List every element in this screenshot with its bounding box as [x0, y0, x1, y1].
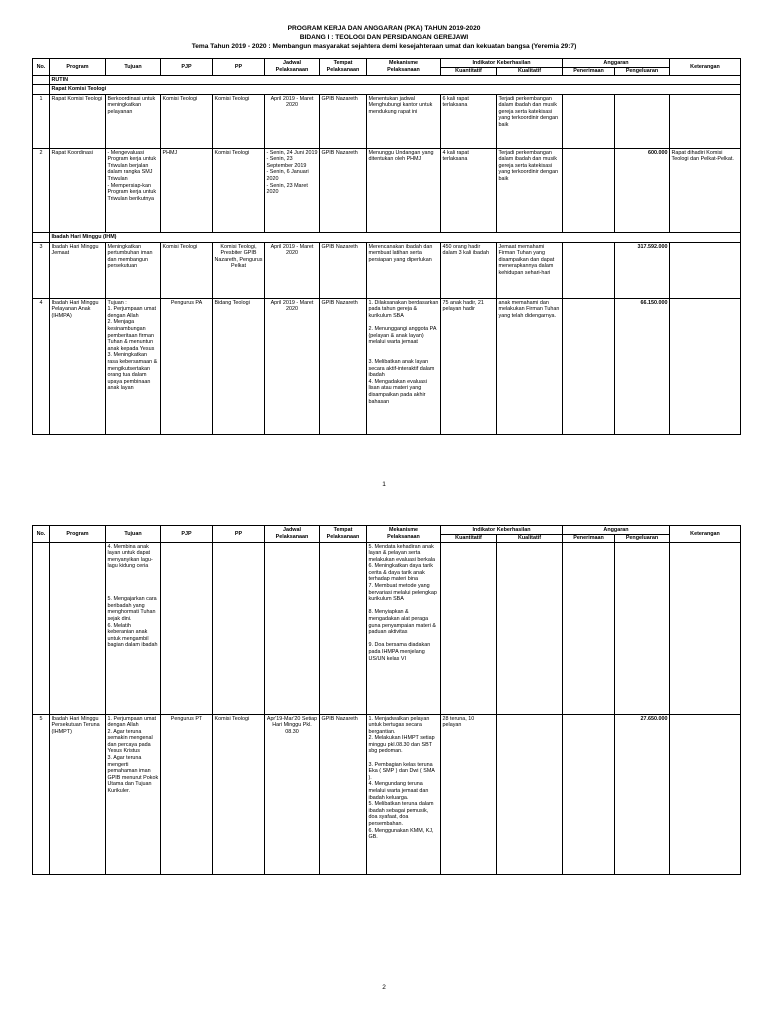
- col-jadwal: Jadwal Pelaksanaan: [265, 526, 320, 543]
- row-kuantitatif: 450 orang hadir dalam 3 kali ibadah: [441, 242, 497, 298]
- row-keterangan: [670, 242, 741, 298]
- row-kuantitatif: [441, 542, 497, 714]
- row-pjp: [161, 542, 213, 714]
- row-no: [33, 542, 50, 714]
- col-keterangan: Keterangan: [670, 59, 741, 76]
- row-pjp: PHMJ: [161, 148, 213, 232]
- row-kuantitatif: 28 teruna, 10 pelayan: [441, 714, 497, 874]
- row-program: Ibadah Hari Minggu Persekutuan Teruna (IHMPT): [50, 714, 106, 874]
- row-pjp: Pengurus PA: [161, 298, 213, 434]
- row-tujuan: Meningkatkan pertumbuhan iman dan membangun persekutuan: [106, 242, 161, 298]
- col-anggaran: Anggaran: [563, 526, 670, 535]
- row-mekanisme: 1. Menjadwalkan pelayan untuk bertugas secara bergantian. 2. Melakukan IHMPT setiap minggu pkl.08.30 dan SBT sbg pedoman. 3. Pembagian kelas teruna Eka ( SMP ) dan Dwi ( SMA ). 4. Mengundang teruna melalui warta jemaat dan ibadah keluarga. 5. Melibatkan teruna dalam ibadah sebagai pemusik, doa syafaat, doa persembahan. 6. Menggunakan KMM, KJ, GB.: [367, 714, 441, 874]
- col-kualitatif: Kualitatif: [497, 68, 563, 76]
- col-penerimaan: Penerimaan: [563, 535, 615, 543]
- col-kuantitatif: Kuantitatif: [441, 535, 497, 543]
- pka-table-page-1: [32, 58, 741, 435]
- row-kuantitatif: 6 kali rapat terlaksana: [441, 94, 497, 148]
- col-anggaran: Anggaran: [563, 59, 670, 68]
- document-theme: Tema Tahun 2019 - 2020 : Membangun masyarakat sejahtera demi kesejahteraan umat dan kekuatan bangsa (Yeremia 29:7): [191, 43, 577, 50]
- row-keterangan: [670, 94, 741, 148]
- row-keterangan: [670, 542, 741, 714]
- row-jadwal: April 2019 - Maret 2020: [265, 94, 320, 148]
- row-kualitatif: [497, 714, 563, 874]
- document-title: PROGRAM KERJA DAN ANGGARAN (PKA) TAHUN 2019-2020: [287, 25, 481, 32]
- row-pp: Bidang Teologi: [213, 298, 265, 434]
- row-no: 3: [33, 242, 50, 298]
- row-pjp: Komisi Teologi: [161, 242, 213, 298]
- col-pengeluaran: Pengeluaran: [615, 535, 670, 543]
- col-program: Program: [50, 59, 106, 76]
- row-jadwal: April 2019 - Maret 2020: [265, 242, 320, 298]
- row-program: Rapat Koordinasi: [50, 148, 106, 232]
- row-penerimaan: [563, 542, 615, 714]
- row-kualitatif: Terjadi perkembangan dalam ibadah dan musik gereja serta katekisasi yang terkoordinir dengan baik: [497, 148, 563, 232]
- row-tempat: GPIB Nazareth: [320, 714, 367, 874]
- col-tujuan: Tujuan: [106, 59, 161, 76]
- row-keterangan: [670, 298, 741, 434]
- col-program: Program: [50, 526, 106, 543]
- row-tempat: GPIB Nazareth: [320, 298, 367, 434]
- section-ibadah-minggu: Ibadah Hari Minggu (IHM): [50, 232, 741, 242]
- col-penerimaan: Penerimaan: [563, 68, 615, 76]
- col-tujuan: Tujuan: [106, 526, 161, 543]
- table-row: [33, 298, 741, 434]
- row-pengeluaran: 27.650.000: [615, 714, 670, 874]
- table-row: [33, 714, 741, 874]
- row-tujuan: Tujuan : 1. Perjumpaan umat dengan Allah 2. Menjaga kesinambungan pemberitaan firman Tuhan & menuntun anak kepada Yesus 3. Meningkatkan rasa kebersamaan & mengikutsertakan orang tua dalam upaya pembinaan anak layan: [106, 298, 161, 434]
- table-row: [33, 148, 741, 232]
- row-jadwal: - Senin, 24 Juni 2019 - Senin, 23 September 2019 - Senin, 6 Januari 2020 - Senin, 23 Maret 2020: [265, 148, 320, 232]
- row-keterangan: Rapat dihadiri Komisi Teologi dan Pelkat-Pelkat.: [670, 148, 741, 232]
- col-keterangan: Keterangan: [670, 526, 741, 543]
- row-program: [50, 542, 106, 714]
- row-mekanisme: Menunggu Undangan yang ditentukan oleh PHMJ: [367, 148, 441, 232]
- col-no: No.: [33, 526, 50, 543]
- row-jadwal: [265, 542, 320, 714]
- row-pp: [213, 542, 265, 714]
- row-no: 1: [33, 94, 50, 148]
- row-pjp: Pengurus PT: [161, 714, 213, 874]
- col-mekanisme: Mekanisme Pelaksanaan: [367, 526, 441, 543]
- pka-table-page-2: [32, 525, 741, 875]
- table-row: [33, 242, 741, 298]
- row-penerimaan: [563, 94, 615, 148]
- row-tempat: GPIB Nazareth: [320, 94, 367, 148]
- row-mekanisme: 1. Dilaksanakan berdasarkan pada tahun gereja & kurikulum SBA 2. Menunggangi anggota PA (pelayan & anak layan) melalui warta jemaat 3. Melibatkan anak layan secara aktif-interaktif dalam ibadah 4. Mengadakan evaluasi lisan atau materi yang disampaikan pada akhir bahasan: [367, 298, 441, 434]
- row-kualitatif: anak memahami dan melakukan Firman Tuhan yang telah didengarnya.: [497, 298, 563, 434]
- row-penerimaan: [563, 148, 615, 232]
- row-tujuan: Berkoordinasi untuk meningkatkan pelayanan: [106, 94, 161, 148]
- col-no: No.: [33, 59, 50, 76]
- row-keterangan: [670, 714, 741, 874]
- row-no: 2: [33, 148, 50, 232]
- row-kualitatif: [497, 542, 563, 714]
- row-pp: Komisi Teologi: [213, 94, 265, 148]
- section-rapat-komisi: Rapat Komisi Teologi: [50, 85, 741, 95]
- row-tempat: GPIB Nazareth: [320, 242, 367, 298]
- row-program: Ibadah Hari Minggu Pelayanan Anak (IHMPA): [50, 298, 106, 434]
- col-indikator: Indikator Keberhasilan: [441, 59, 563, 68]
- section-rutin: RUTIN: [50, 75, 741, 85]
- row-kualitatif: Terjadi perkembangan dalam ibadah dan musik gereja serta katekisasi yang terkoordinir dengan baik: [497, 94, 563, 148]
- row-mekanisme: Merencanakan ibadah dan membuat latihan serta persiapan yang diperlukan: [367, 242, 441, 298]
- page-number: 1: [382, 481, 386, 488]
- col-tempat: Tempat Pelaksanaan: [320, 59, 367, 76]
- col-kuantitatif: Kuantitatif: [441, 68, 497, 76]
- row-pp: Komisi Teologi: [213, 148, 265, 232]
- col-pp: PP: [213, 59, 265, 76]
- col-pp: PP: [213, 526, 265, 543]
- row-penerimaan: [563, 298, 615, 434]
- row-no: 4: [33, 298, 50, 434]
- row-pengeluaran: [615, 542, 670, 714]
- row-program: Rapat Komisi Teologi: [50, 94, 106, 148]
- row-pengeluaran: 600.000: [615, 148, 670, 232]
- row-mekanisme: Menentukan jadwal Menghubungi kantor untuk mendukung rapat ini: [367, 94, 441, 148]
- row-no: 5: [33, 714, 50, 874]
- col-pjp: PJP: [161, 59, 213, 76]
- row-tujuan: 4. Membina anak layan untuk dapat menyanyikan lagu-lagu kidung ceria 5. Mengajarkan cara beribadah yang menghormati Tuhan sejak dini. 6. Melatih keberanian anak untuk mengambil bagian dalam ibadah: [106, 542, 161, 714]
- col-jadwal: Jadwal Pelaksanaan: [265, 59, 320, 76]
- row-tujuan: 1. Perjumpaan umat dengan Allah 2. Agar teruna semakin mengenal dan percaya pada Yesus Kristus 3. Agar teruna mengerti pemahaman iman GPIB menurut Pokok Utama dan Tujuan Kurikuler.: [106, 714, 161, 874]
- row-program: Ibadah Hari Minggu Jemaat: [50, 242, 106, 298]
- row-mekanisme: 5. Mendata kehadiran anak layan & pelayan serta melakukan evaluasi berkala 6. Meningkatkan daya tarik cerita & daya tarik anak terhadap materi bina 7. Membuat metode yang bervariasi melalui pelengkap kurikulum SBA 8. Menyiapkan & mengadakan alat peraga guna penyampaian materi & paduan aktivitas 9. Doa bersama diadakan pada IHMPA menjelang US/UN kelas VI: [367, 542, 441, 714]
- col-mekanisme: Mekanisme Pelaksanaan: [367, 59, 441, 76]
- table-row: [33, 542, 741, 714]
- row-tempat: GPIB Nazareth: [320, 148, 367, 232]
- col-tempat: Tempat Pelaksanaan: [320, 526, 367, 543]
- col-kualitatif: Kualitatif: [497, 535, 563, 543]
- row-penerimaan: [563, 714, 615, 874]
- document-subtitle: BIDANG I : TEOLOGI DAN PERSIDANGAN GEREJAWI: [299, 34, 469, 41]
- col-pengeluaran: Pengeluaran: [615, 68, 670, 76]
- row-pp: Komisi Teologi, Presbiter GPIB Nazareth, Pengurus Pelkat: [213, 242, 265, 298]
- row-penerimaan: [563, 242, 615, 298]
- page-number: 2: [382, 984, 386, 991]
- row-tujuan: - Mengevaluasi Program kerja untuk Triwulan berjalan dalam rangka SMJ Triwulan - Mempersiap-kan Program kerja untuk Triwulan berikutnya: [106, 148, 161, 232]
- row-jadwal: Apr'19-Mar'20 Setiap Hari Minggu Pkl. 08.30: [265, 714, 320, 874]
- row-pp: Komisi Teologi: [213, 714, 265, 874]
- row-kuantitatif: 75 anak hadir, 21 pelayan hadir: [441, 298, 497, 434]
- row-pengeluaran: 317.592.000: [615, 242, 670, 298]
- col-pjp: PJP: [161, 526, 213, 543]
- row-pengeluaran: 66.150.000: [615, 298, 670, 434]
- row-kuantitatif: 4 kali rapat terlaksana: [441, 148, 497, 232]
- row-pjp: Komisi Teologi: [161, 94, 213, 148]
- table-row: [33, 94, 741, 148]
- row-jadwal: April 2019 - Maret 2020: [265, 298, 320, 434]
- row-kualitatif: Jemaat memahami Firman Tuhan yang disampaikan dan dapat menerapkannya dalam kehidupan sehari-hari: [497, 242, 563, 298]
- row-tempat: [320, 542, 367, 714]
- row-pengeluaran: [615, 94, 670, 148]
- col-indikator: Indikator Keberhasilan: [441, 526, 563, 535]
